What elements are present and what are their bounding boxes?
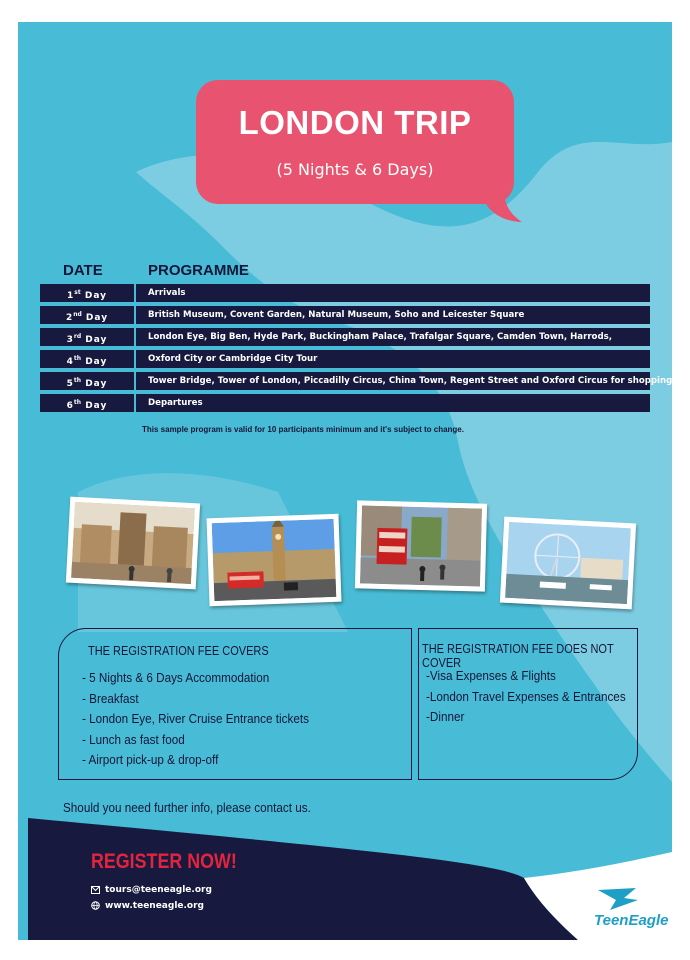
contact-info-text: Should you need further info, please contact us.: [63, 800, 311, 815]
website-text: www.teeneagle.org: [105, 901, 204, 911]
day-label: 3rd Day: [40, 328, 136, 346]
day-label: 1st Day: [40, 284, 136, 302]
programme-text: London Eye, Big Ben, Hyde Park, Buckingham Palace, Trafalgar Square, Camden Town, Harrods,: [148, 332, 612, 342]
page-title: LONDON TRIP: [238, 104, 472, 141]
brand-logo-text: TeenEagle: [594, 912, 669, 929]
bottom-wave: [18, 22, 672, 940]
list-item: - Airport pick-up & drop-off: [82, 752, 219, 767]
register-now-heading: REGISTER NOW!: [91, 850, 237, 873]
list-item: - Breakfast: [82, 690, 139, 706]
list-item: - Lunch as fast food: [82, 731, 185, 747]
covers-title: THE REGISTRATION FEE COVERS: [88, 644, 269, 658]
column-header-date: DATE: [63, 262, 103, 279]
column-header-programme: PROGRAMME: [148, 262, 249, 279]
list-item: -Visa Expenses & Flights: [426, 668, 556, 683]
program-note: This sample program is valid for 10 participants minimum and it's subject to change.: [142, 425, 464, 434]
list-item: -London Travel Expenses & Entrances: [426, 688, 626, 704]
globe-icon: [91, 901, 100, 910]
email-text: tours@teeneagle.org: [105, 885, 212, 895]
programme-text: Oxford City or Cambridge City Tour: [148, 354, 318, 364]
page-subtitle: (5 Nights & 6 Days): [276, 160, 434, 179]
day-label: 2nd Day: [40, 306, 136, 324]
day-label: 6th Day: [40, 394, 136, 412]
envelope-icon: [91, 886, 100, 894]
list-item: -Dinner: [426, 709, 465, 724]
email-contact[interactable]: [91, 883, 212, 897]
programme-text: Arrivals: [148, 288, 186, 298]
eagle-logo-icon: [596, 886, 640, 912]
not-covers-title: THE REGISTRATION FEE DOES NOT COVER: [422, 642, 614, 670]
list-item: - London Eye, River Cruise Entrance tickets: [82, 711, 309, 726]
poster: [18, 22, 672, 940]
programme-text: Departures: [148, 398, 203, 408]
day-label: 5th Day: [40, 372, 136, 390]
website-contact[interactable]: [91, 899, 204, 913]
list-item: - 5 Nights & 6 Days Accommodation: [82, 670, 270, 685]
programme-text: British Museum, Covent Garden, Natural Museum, Soho and Leicester Square: [148, 310, 525, 320]
programme-text: Tower Bridge, Tower of London, Piccadilly Circus, China Town, Regent Street and Oxford Circus for shopping: [148, 376, 672, 386]
day-label: 4th Day: [40, 350, 136, 368]
